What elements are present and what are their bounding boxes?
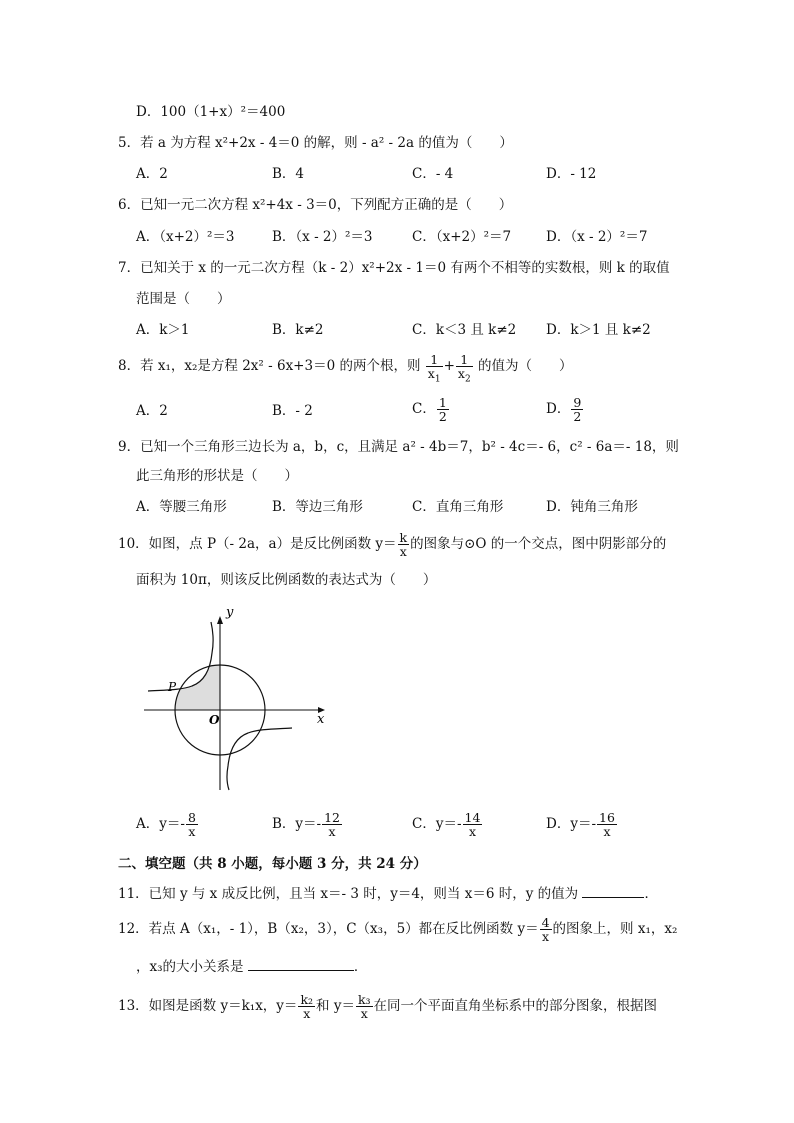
q11-answer-blank[interactable]: [582, 883, 644, 898]
q7-stem-line2: 范围是（ ）: [136, 291, 231, 307]
q9-option-d: D．钝角三角形: [546, 499, 638, 515]
q10-stem-text-b: 的图象与⊙O 的一个交点，图中阴影部分的: [410, 536, 667, 552]
q9-option-b: B．等边三角形: [272, 499, 363, 515]
q8-stem: 8．若 x₁，x₂是方程 2x² - 6x+3＝0 的两个根，则 $\frac{1}{x_1}$ + $\frac{1}{x_2}$ 的值为（ ）: [118, 352, 573, 385]
q8-stem-text-a: 8．若 x₁，x₂是方程 2x² - 6x+3＝0 的两个根，则: [118, 358, 421, 374]
y-axis-arrow: [217, 616, 223, 624]
q10-option-d-fraction: [597, 811, 617, 838]
y-axis-label: y: [226, 605, 234, 620]
q9-option-c: C．直角三角形: [412, 499, 504, 515]
q12-stem-line1: [118, 912, 677, 946]
q12-fraction: [540, 916, 552, 943]
q4-option-d: D．100（1+x）²＝400: [136, 104, 286, 120]
q12-stem-text-a: 12．若点 A（x₁，- 1），B（x₂，3），C（x₃，5）都在反比例函数 y＝: [118, 921, 539, 937]
q8-option-d-den: 2: [573, 409, 582, 424]
q9-option-a: A．等腰三角形: [136, 499, 227, 515]
q10-option-b: [272, 808, 343, 840]
q10-frac-num: k: [399, 530, 408, 545]
q10-option-c-den: x: [468, 824, 477, 839]
q12-end: ．: [353, 959, 368, 975]
q12-stem-text-c: ，x₃的大小关系是: [136, 959, 244, 975]
q6-option-a: A．（x+2）²＝3: [136, 229, 235, 245]
q8-option-c: [412, 393, 450, 425]
q11-stem: [118, 883, 658, 904]
q10-option-b-label: B．y＝-: [272, 816, 322, 832]
q8-stem-text-b: 的值为（ ）: [477, 358, 573, 374]
q6-option-b: B．（x - 2）²＝3: [272, 229, 373, 245]
hyperbola-branch-lower-right: [227, 728, 292, 790]
q6-stem: 6．已知一元二次方程 x²+4x - 3＝0，下列配方正确的是（ ）: [118, 197, 513, 213]
q8-option-d-num: 9: [573, 395, 582, 410]
q7-option-c: C．k＜3 且 k≠2: [412, 322, 517, 338]
q11-stem-text: 11．已知 y 与 x 成反比例，且当 x＝- 3 时，y＝4，则当 x＝6 时，y 的值为: [118, 886, 579, 902]
q5-option-d: D．- 12: [546, 166, 597, 182]
q10-option-c-fraction: [463, 811, 483, 838]
q13-stem: [118, 986, 657, 1026]
q10-option-d: [546, 808, 618, 840]
q10-fraction: [398, 531, 410, 558]
q8-option-c-label: C．: [412, 401, 436, 417]
q13-text-b: 和 y＝: [316, 998, 355, 1014]
q8-option-d-fraction: [571, 396, 583, 423]
q13-frac1-num: k₂: [300, 992, 314, 1007]
q8-fraction-2: $\frac{1}{x_2}$: [457, 352, 471, 385]
q13-text-a: 13．如图是函数 y＝k₁x，y＝: [118, 998, 298, 1014]
q13-frac1-den: x: [303, 1006, 311, 1021]
q5-option-c: C．- 4: [412, 166, 454, 182]
q10-stem-line2: 面积为 10π，则该反比例函数的表达式为（ ）: [136, 572, 437, 588]
q10-stem-text-a: 10．如图，点 P（- 2a，a）是反比例函数 y＝: [118, 536, 397, 552]
q9-stem-line2: 此三角形的形状是（ ）: [136, 468, 298, 484]
q13-frac2-num: k₃: [357, 992, 371, 1007]
q5-stem: 5．若 a 为方程 x²+2x - 4＝0 的解，则 - a² - 2a 的值为（ ）: [118, 135, 513, 151]
point-p-label: P: [168, 680, 177, 694]
q10-option-a: [136, 808, 199, 840]
q7-option-b: B．k≠2: [272, 322, 324, 338]
q12-stem-line2: [136, 956, 367, 977]
q13-frac2-den: x: [360, 1006, 368, 1021]
q10-option-c-num: 14: [464, 810, 481, 825]
q13-text-c: 在同一个平面直角坐标系中的部分图象，根据图: [373, 998, 658, 1014]
q8-option-d: [546, 393, 584, 425]
q7-option-d: D．k＞1 且 k≠2: [546, 322, 651, 338]
q10-option-a-den: x: [188, 824, 196, 839]
q12-frac-den: x: [542, 929, 550, 944]
q10-option-b-fraction: [322, 811, 342, 838]
q8-option-c-den: 2: [438, 409, 447, 424]
q8-option-a: A．2: [136, 403, 168, 419]
q10-stem-line1: [118, 528, 666, 560]
q5-option-b: B．4: [272, 166, 305, 182]
q7-option-a: A．k＞1: [136, 322, 190, 338]
q5-option-a: A．2: [136, 166, 168, 182]
q10-frac-den: x: [399, 544, 407, 559]
q12-answer-blank[interactable]: [248, 956, 354, 971]
x-axis-label: x: [317, 712, 325, 727]
section-heading-fill-in: 二、填空题（共 8 小题，每小题 3 分，共 24 分）: [118, 856, 427, 872]
q12-stem-text-b: 的图象上，则 x₁，x₂: [552, 921, 678, 937]
q10-option-d-num: 16: [599, 810, 615, 825]
q13-fraction-1: [298, 993, 315, 1020]
q13-fraction-2: [356, 993, 373, 1020]
q9-stem-line1: 9．已知一个三角形三边长为 a，b，c，且满足 a² - 4b＝7，b² - 4c＝- 6，c² - 6a＝- 18，则: [118, 439, 679, 455]
q10-option-a-label: A．y＝-: [136, 816, 185, 832]
q8-option-c-fraction: [437, 396, 449, 423]
q8-option-b: B．- 2: [272, 403, 313, 419]
q10-option-a-num: 8: [187, 810, 196, 825]
q10-option-d-label: D．y＝-: [546, 816, 597, 832]
q12-frac-num: 4: [541, 915, 550, 930]
q10-option-a-fraction: [186, 811, 198, 838]
origin-label: O: [209, 713, 220, 727]
q10-option-b-den: x: [328, 824, 336, 839]
q10-option-c-label: C．y＝-: [412, 816, 462, 832]
q7-stem-line1: 7．已知关于 x 的一元二次方程（k - 2）x²+2x - 1＝0 有两个不相等的实数根，则 k 的取值: [118, 260, 670, 276]
q10-option-c: [412, 808, 483, 840]
q8-option-d-label: D．: [546, 401, 571, 417]
q8-fraction-1: $\frac{1}{x_1}$: [427, 352, 441, 385]
q10-figure: [140, 598, 340, 798]
q6-option-d: D．（x - 2）²＝7: [546, 229, 648, 245]
q8-option-c-num: 1: [438, 395, 447, 410]
q10-option-d-den: x: [603, 824, 611, 839]
q10-option-b-num: 12: [324, 810, 341, 825]
q6-option-c: C．（x+2）²＝7: [412, 229, 512, 245]
q11-end: ．: [644, 886, 658, 902]
